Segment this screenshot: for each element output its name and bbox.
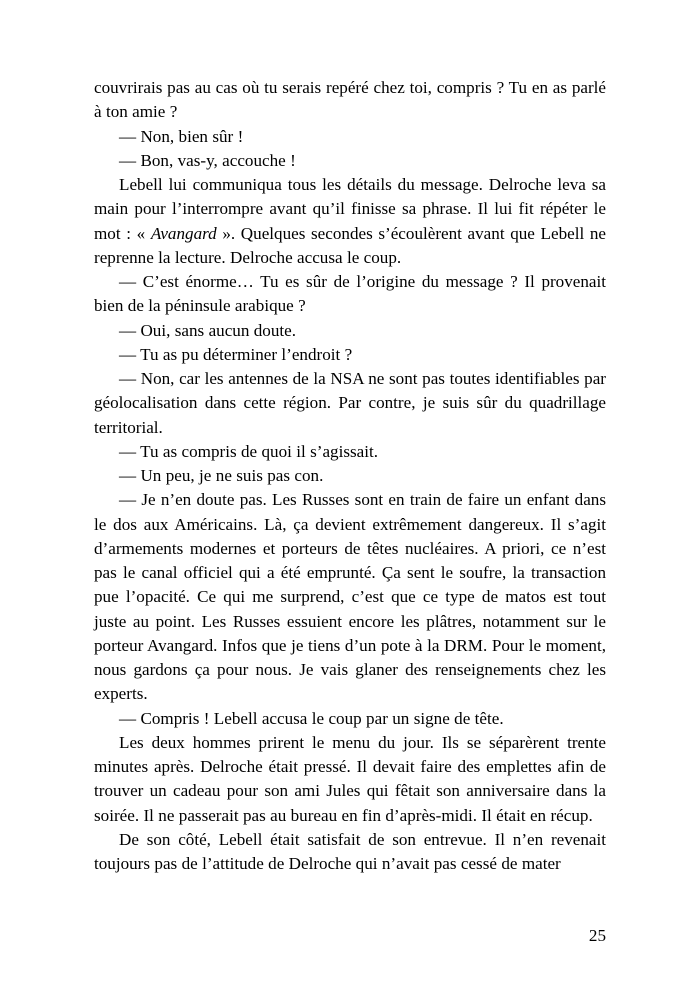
paragraph-dialogue: — C’est énorme… Tu es sûr de l’origine du message ? Il provenait bien de la péninsule arabique ? [94, 272, 606, 316]
paragraph-dialogue: — Non, bien sûr ! [119, 126, 244, 146]
paragraph-dialogue: — Bon, vas-y, accouche ! [119, 150, 296, 170]
paragraph-narrative: Les deux hommes prirent le menu du jour. Ils se séparèrent trente minutes après. Delroche était pressé. Il devait faire des emplettes afin de trouver un cadeau pour son ami Jules qui fêtait son anniversaire dans la soirée. Il ne passerait pas au bureau en fin d’après-midi. Il était en récup. [94, 732, 606, 825]
paragraph-narrative: De son côté, Lebell était satisfait de son entrevue. Il n’en revenait toujours pas de l’attitude de Delroche qui n’avait pas cessé de mater [94, 829, 606, 873]
text-before-italic: Lebell lui communiqua tous les détails du message. Delroche leva sa main pour l’interrompre avant qu’il finisse sa phrase. Il lui fit répéter le mot : « [94, 175, 606, 243]
text-after-italic: ». Quelques secondes s’écoulèrent avant que Lebell ne reprenne la lecture. Delroche accusa le coup. [94, 223, 606, 267]
page-text-block [94, 76, 606, 876]
paragraph-dialogue: — Un peu, je ne suis pas con. [119, 466, 324, 485]
paragraph-dialogue: — Je n’en doute pas. Les Russes sont en train de faire un enfant dans le dos aux Américains. Là, ça devient extrêmement dangereux. Il s’agit d’armements modernes et porteurs de têtes nucléaires. A priori, ce n’est pas le canal officiel qui a été emprunté. Ça sent le soufre, la transaction pue l’opacité. Ce qui me surprend, c’est que ce type de matos est tout juste au point. Les Russes essuient encore les plâtres, notamment sur le porteur Avangard. Infos que je tiens d’un pote à la DRM. Pour le moment, nous gardons ça pour nous. Je vais glaner des renseignements chez les experts. [94, 490, 606, 704]
page-number: 25 [588, 925, 606, 945]
paragraph-dialogue: — Tu as pu déterminer l’endroit ? [119, 344, 353, 364]
paragraph-dialogue: — Non, car les antennes de la NSA ne sont pas toutes identifiables par géolocalisation dans cette région. Par contre, je suis sûr du quadrillage territorial. [94, 369, 606, 437]
paragraph-dialogue: — Oui, sans aucun doute. [119, 320, 297, 340]
paragraph-dialogue: — Compris ! Lebell accusa le coup par un signe de tête. [119, 708, 504, 728]
italic-term-avangard: Avangard [150, 223, 217, 243]
paragraph-dialogue: — Tu as compris de quoi il s’agissait. [119, 441, 379, 461]
paragraph-narrative-with-italic [94, 173, 606, 270]
paragraph-continued: couvrirais pas au cas où tu serais repéré chez toi, compris ? Tu en as parlé à ton amie ? [94, 78, 606, 122]
